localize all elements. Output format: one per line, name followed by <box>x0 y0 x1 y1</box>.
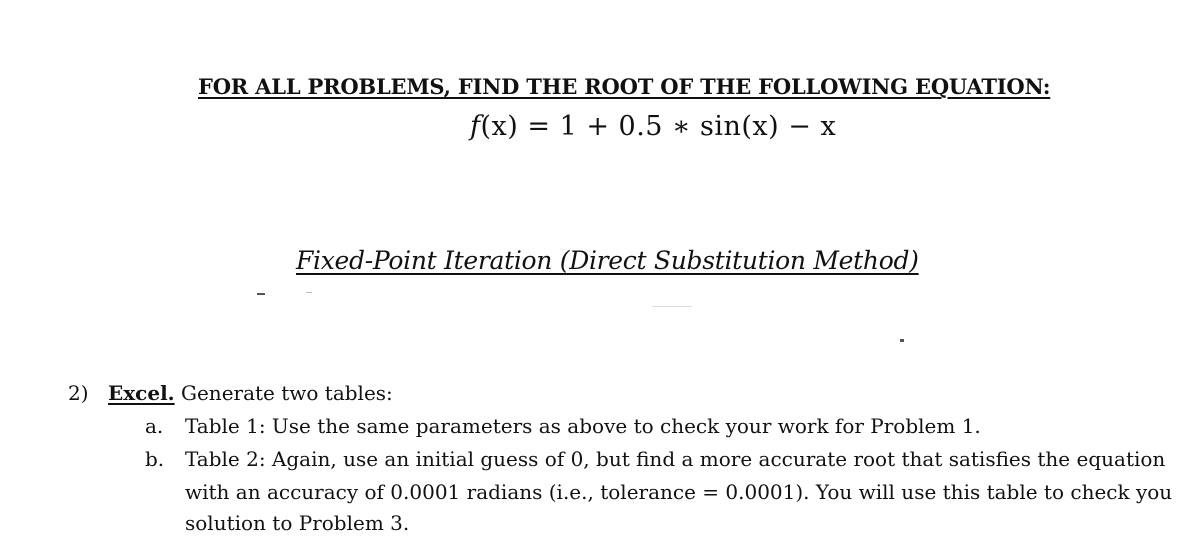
scan-mark <box>257 293 265 295</box>
equation <box>470 111 836 142</box>
list-item <box>145 414 981 438</box>
scan-mark <box>652 306 692 307</box>
list-item-letter: b. <box>145 447 165 471</box>
problem-keyword: Excel. <box>108 381 175 405</box>
equation-function-name: f <box>470 111 481 142</box>
equation-function-argument: (x) <box>480 111 519 142</box>
list-item-continuation: solution to Problem 3. <box>185 511 410 535</box>
list-item <box>145 447 1165 471</box>
problem-intro: Generate two tables: <box>174 381 393 405</box>
page-title: FOR ALL PROBLEMS, FIND THE ROOT OF THE FOLLOWING EQUATION: <box>198 74 1051 99</box>
problem-2-line <box>68 381 393 405</box>
problem-number: 2) <box>68 381 89 405</box>
list-item-letter: a. <box>145 414 164 438</box>
scan-mark <box>306 292 312 293</box>
list-item-text: Table 2: Again, use an initial guess of 0, but find a more accurate root that satisfies the equation <box>185 447 1166 471</box>
equation-right-side: = 1 + 0.5 ∗ sin(x) − x <box>518 111 837 142</box>
scan-mark <box>900 339 904 342</box>
list-item-continuation: with an accuracy of 0.0001 radians (i.e., tolerance = 0.0001). You will use this table to check you <box>185 480 1173 504</box>
list-item-text: Table 1: Use the same parameters as above to check your work for Problem 1. <box>185 414 981 438</box>
section-heading: Fixed-Point Iteration (Direct Substitution Method) <box>296 246 919 275</box>
